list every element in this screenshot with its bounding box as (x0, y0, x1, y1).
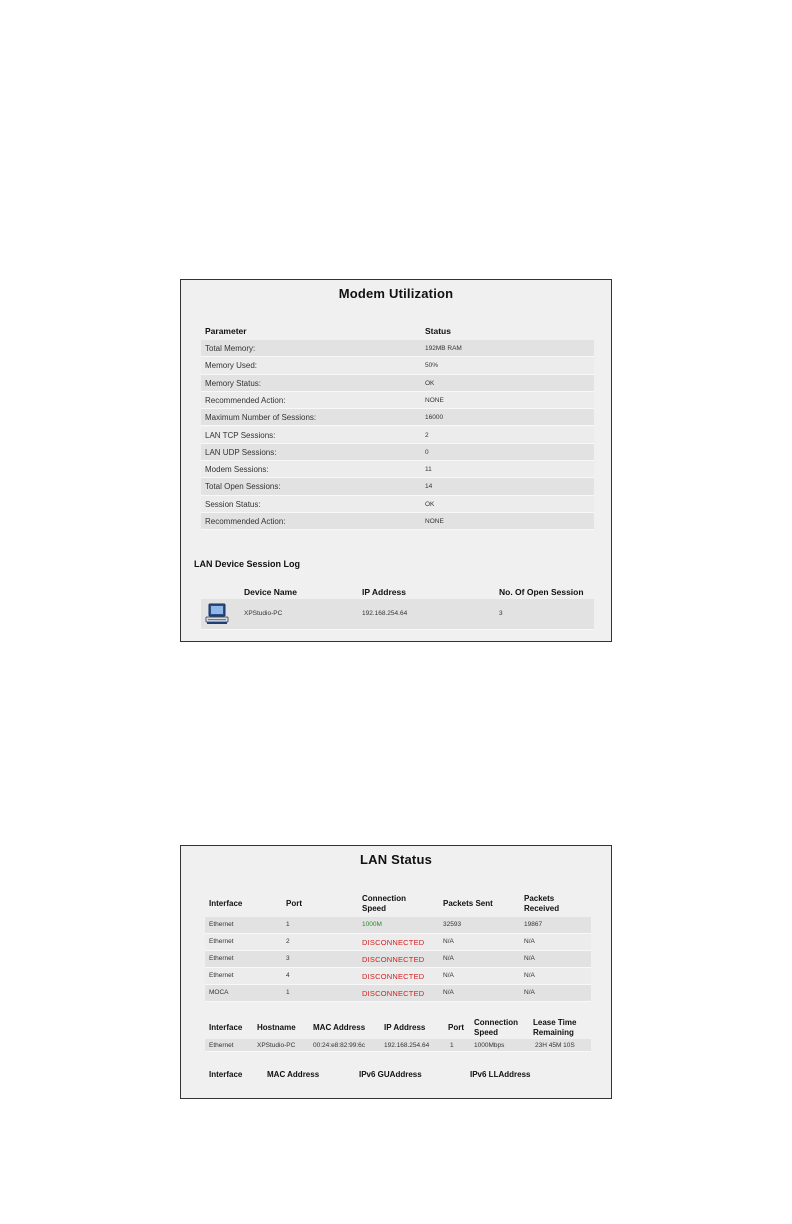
hostname-cell: XPStudio-PC (257, 1042, 296, 1049)
table-row (201, 409, 594, 426)
table-row (205, 951, 591, 968)
parameter-cell: Maximum Number of Sessions: (205, 413, 317, 423)
status-cell: 16000 (425, 414, 444, 422)
modem-utilization-panel (180, 279, 612, 642)
host-ip-address-header: IP Address (384, 1023, 426, 1032)
lease-time-header (533, 1018, 576, 1038)
packets-sent-cell: N/A (443, 938, 454, 945)
ip-address-cell: 192.168.254.64 (362, 610, 408, 617)
device-name-header: Device Name (244, 587, 297, 597)
device-name-cell: XPStudio-PC (244, 610, 283, 617)
parameter-cell: LAN UDP Sessions: (205, 447, 277, 457)
interface-cell: Ethernet (209, 972, 234, 979)
table-row (201, 340, 594, 357)
table-row (201, 427, 594, 444)
table-row (205, 968, 591, 985)
lease-time-header-line1: Lease Time (533, 1018, 577, 1027)
table-row[interactable] (201, 599, 594, 630)
connection-speed-cell: DISCONNECTED (362, 938, 425, 947)
parameter-cell: Recommended Action: (205, 395, 286, 405)
port-cell: 3 (286, 955, 290, 962)
host-interface-header: Interface (209, 1023, 243, 1032)
parameter-cell: Memory Status: (205, 378, 262, 388)
lease-time-cell: 23H 45M 10S (535, 1042, 575, 1049)
status-cell: 14 (425, 483, 433, 491)
table-row (201, 513, 594, 530)
status-header: Status (425, 326, 451, 336)
host-connection-speed-header (474, 1018, 518, 1038)
open-session-header: No. Of Open Session (499, 587, 584, 597)
port-cell: 1 (286, 989, 290, 996)
interface-cell: Ethernet (209, 955, 234, 962)
table-row (201, 357, 594, 374)
parameter-cell: LAN TCP Sessions: (205, 430, 276, 440)
parameter-cell: Recommended Action: (205, 517, 286, 526)
parameter-header: Parameter (205, 326, 247, 336)
packets-sent-cell: N/A (443, 989, 454, 996)
packets-received-cell: N/A (524, 989, 535, 996)
parameter-cell: Modem Sessions: (205, 465, 269, 475)
mac-address-header: MAC Address (313, 1023, 366, 1032)
table-row (205, 917, 591, 934)
table-row (201, 392, 594, 409)
open-session-cell: 3 (499, 610, 503, 617)
status-cell: OK (425, 379, 435, 387)
host-port-cell: 1 (450, 1042, 454, 1049)
host-connection-speed-line2: Speed (474, 1028, 499, 1037)
connection-speed-header (362, 894, 406, 914)
connection-speed-header-line1: Connection (362, 894, 406, 903)
parameter-cell: Total Memory: (205, 344, 256, 353)
interface-header: Interface (209, 899, 243, 908)
table-row (201, 461, 594, 478)
ipv6-interface-header: Interface (209, 1070, 243, 1079)
table-row (201, 444, 594, 461)
session-log-title: LAN Device Session Log (194, 559, 301, 569)
parameter-cell: Session Status: (205, 499, 261, 509)
packets-received-cell: N/A (524, 955, 535, 962)
connection-speed-cell: DISCONNECTED (362, 955, 425, 964)
status-cell: 11 (425, 466, 432, 474)
parameter-cell: Memory Used: (205, 361, 258, 371)
packets-received-header-line1: Packets (524, 894, 555, 903)
interface-cell: Ethernet (209, 921, 234, 928)
ipv6-lla-header: IPv6 LLAddress (470, 1070, 531, 1079)
status-cell: 0 (425, 448, 429, 456)
packets-received-header (524, 894, 559, 914)
mac-address-cell: 00:24:e8:82:99:6c (313, 1042, 366, 1049)
host-interface-cell: Ethernet (209, 1042, 234, 1049)
table-row (205, 985, 591, 1002)
packets-received-cell: N/A (524, 972, 535, 979)
port-header: Port (286, 899, 302, 908)
status-cell: 50% (425, 362, 439, 370)
connection-speed-cell: DISCONNECTED (362, 972, 425, 981)
interface-cell: MOCA (209, 989, 229, 996)
host-speed-cell: 1000Mbps (474, 1042, 505, 1049)
ipv6-mac-address-header: MAC Address (267, 1070, 320, 1079)
port-cell: 4 (286, 972, 290, 979)
packets-sent-header: Packets Sent (443, 899, 493, 908)
parameter-cell: Total Open Sessions: (205, 482, 281, 492)
host-port-header: Port (448, 1023, 464, 1032)
modem-utilization-title: Modem Utilization (338, 286, 454, 301)
computer-icon (205, 603, 229, 625)
connection-speed-cell: DISCONNECTED (362, 989, 425, 998)
ip-address-header: IP Address (362, 587, 406, 597)
status-cell: 2 (425, 431, 429, 439)
packets-sent-cell: 32593 (443, 921, 462, 928)
connection-speed-header-line2: Speed (362, 904, 387, 913)
ipv6-gua-header: IPv6 GUAddress (359, 1070, 422, 1079)
status-cell: NONE (425, 518, 444, 525)
table-row (201, 375, 594, 392)
port-cell: 1 (286, 921, 290, 928)
lease-time-header-line2: Remaining (533, 1028, 574, 1037)
connection-speed-cell: 1000M (362, 921, 382, 928)
packets-sent-cell: N/A (443, 955, 454, 962)
hostname-header: Hostname (257, 1023, 296, 1032)
packets-received-header-line2: Received (524, 904, 560, 913)
lan-status-panel (180, 845, 612, 1099)
table-row (201, 478, 594, 495)
lan-status-title: LAN Status (359, 852, 433, 867)
port-cell: 2 (286, 938, 290, 945)
status-cell: NONE (425, 396, 444, 404)
packets-received-cell: 19867 (524, 921, 543, 928)
host-ip-address-cell: 192.168.254.64 (384, 1042, 430, 1049)
interface-cell: Ethernet (209, 938, 234, 945)
status-cell: OK (425, 500, 435, 508)
packets-received-cell: N/A (524, 938, 535, 945)
table-row (205, 934, 591, 951)
packets-sent-cell: N/A (443, 972, 454, 979)
host-connection-speed-line1: Connection (474, 1018, 518, 1027)
status-cell: 192MB RAM (425, 345, 462, 352)
table-row[interactable] (205, 1039, 591, 1052)
table-row (201, 496, 594, 513)
